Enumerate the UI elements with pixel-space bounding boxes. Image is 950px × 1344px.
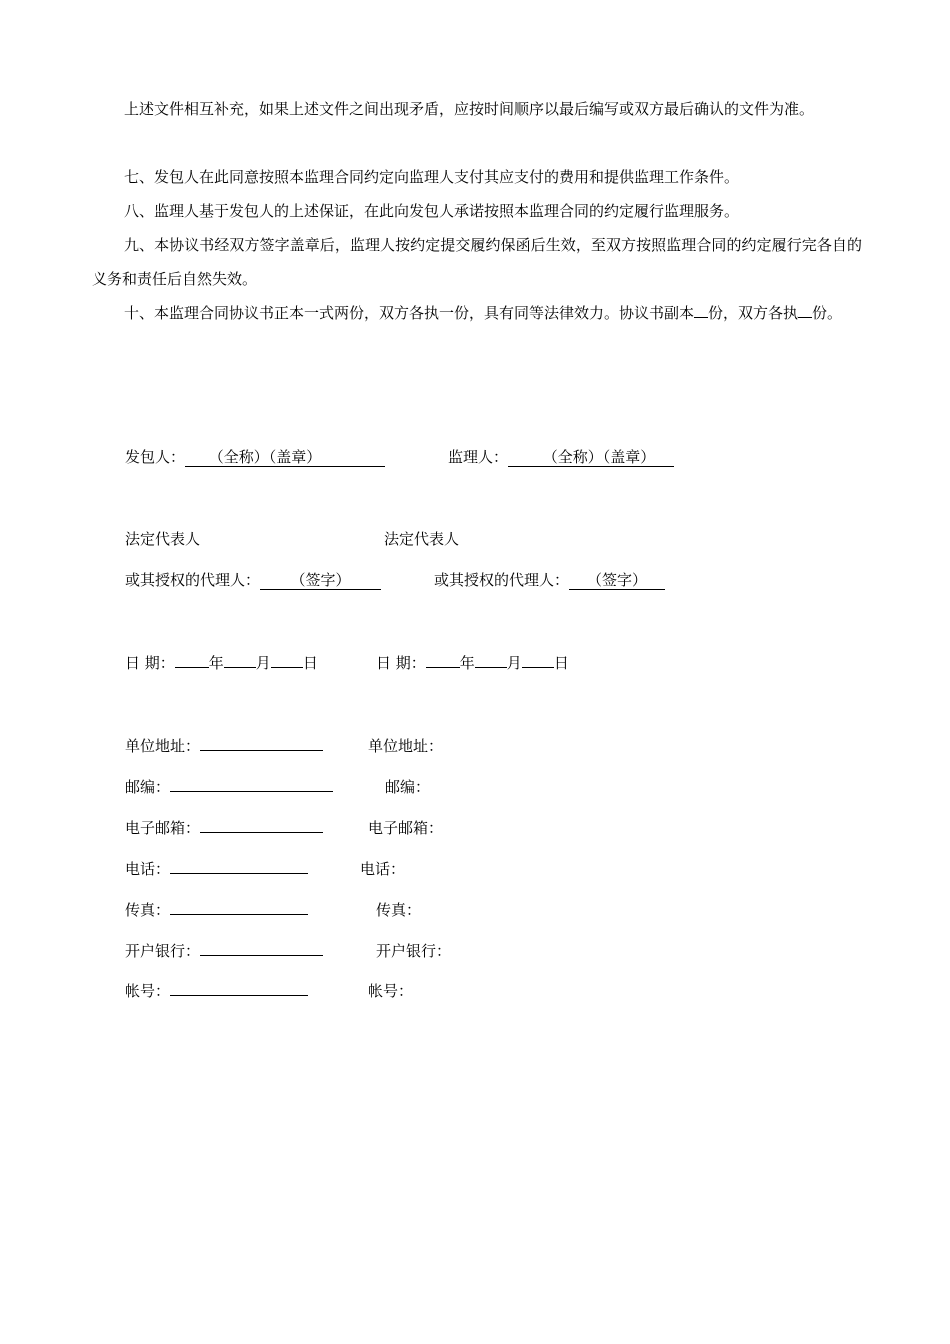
address-row-left (125, 736, 323, 756)
bank-label-left: 开户银行： (125, 942, 201, 960)
supervisor-name-field[interactable] (508, 448, 674, 467)
postcode-label-right: 邮编： (385, 778, 431, 796)
fax-row-left (125, 900, 308, 920)
address-field-left[interactable] (200, 750, 323, 751)
employer-line (125, 447, 385, 467)
date-label-left: 日 期： (125, 654, 175, 672)
address-label-left: 单位地址： (125, 737, 201, 755)
phone-row-left (125, 859, 308, 879)
agent-sign-field-left[interactable] (260, 571, 381, 590)
clause-supplement: 上述文件相互补充，如果上述文件之间出现矛盾，应按时间顺序以最后编写或双方最后确认的文件为准。 (124, 100, 815, 118)
month-field-right[interactable] (475, 667, 507, 668)
postcode-field-left[interactable] (170, 791, 333, 792)
clause-seven: 七、发包人在此同意按照本监理合同约定向监理人支付其应支付的费用和提供监理工作条件。 (124, 168, 740, 186)
date-label-right: 日 期： (376, 654, 426, 672)
year-field-right[interactable] (426, 667, 460, 668)
agent-fill-hint-right: （签字） (587, 571, 648, 589)
rep-right: 法定代表人 (384, 530, 460, 548)
day-field-left[interactable] (271, 667, 303, 668)
bank-label-right: 开户银行： (376, 942, 452, 960)
fax-label-right: 传真： (376, 901, 422, 919)
account-label-right: 帐号： (368, 982, 414, 1000)
month-label-left: 月 (255, 654, 271, 672)
day-label-right: 日 (553, 654, 569, 672)
postcode-row-left (125, 777, 333, 797)
email-label-right: 电子邮箱： (368, 819, 444, 837)
supervisor-label: 监理人： (448, 448, 509, 466)
day-field-right[interactable] (522, 667, 554, 668)
account-row-left (125, 981, 308, 1001)
supervisor-fill-hint: （全称）（盖章） (542, 448, 656, 466)
date-line-right (376, 653, 569, 673)
phone-label-left: 电话： (125, 860, 171, 878)
fax-label-left: 传真： (125, 901, 171, 919)
date-line-left (125, 653, 318, 673)
agent-label-right: 或其授权的代理人： (434, 571, 570, 589)
clause-nine: 九、本协议书经双方签字盖章后，监理人按约定提交履约保函后生效，至双方按照监理合同的约定履行完各自的义务和责任后自然失效。 (92, 236, 862, 288)
clause-ten-text-c: 份。 (812, 304, 843, 322)
month-field-left[interactable] (224, 667, 256, 668)
copies-each-blank[interactable] (798, 317, 812, 318)
employer-label: 发包人： (125, 448, 186, 466)
agent-line-left (125, 570, 381, 590)
email-label-left: 电子邮箱： (125, 819, 201, 837)
account-label-left: 帐号： (125, 982, 171, 1000)
address-label-right: 单位地址： (368, 737, 444, 755)
day-label-left: 日 (302, 654, 318, 672)
rep-left: 法定代表人 (125, 530, 201, 548)
supervisor-line (448, 447, 674, 467)
employer-fill-hint: （全称）（盖章） (208, 448, 322, 466)
agent-label-left: 或其授权的代理人： (125, 571, 261, 589)
phone-label-right: 电话： (360, 860, 406, 878)
year-label-right: 年 (459, 654, 475, 672)
phone-field-left[interactable] (170, 873, 308, 874)
postcode-label-left: 邮编： (125, 778, 171, 796)
clause-eight: 八、监理人基于发包人的上述保证，在此向发包人承诺按照本监理合同的约定履行监理服务。 (124, 202, 740, 220)
clause-ten-text-a: 十、本监理合同协议书正本一式两份，双方各执一份，具有同等法律效力。协议书副本 (124, 304, 695, 322)
agent-fill-hint-left: （签字） (290, 571, 351, 589)
agent-line-right (434, 570, 665, 590)
email-field-left[interactable] (200, 832, 323, 833)
agent-sign-field-right[interactable] (569, 571, 665, 590)
account-field-left[interactable] (170, 995, 308, 996)
copies-blank[interactable] (694, 317, 708, 318)
bank-row-left (125, 941, 323, 961)
year-field-left[interactable] (175, 667, 209, 668)
fax-field-left[interactable] (170, 914, 308, 915)
email-row-left (125, 818, 323, 838)
clause-ten-text-b: 份，双方各执 (708, 304, 799, 322)
clause-ten (92, 296, 862, 330)
employer-name-field[interactable] (185, 448, 385, 467)
year-label-left: 年 (208, 654, 224, 672)
bank-field-left[interactable] (200, 955, 323, 956)
month-label-right: 月 (506, 654, 522, 672)
